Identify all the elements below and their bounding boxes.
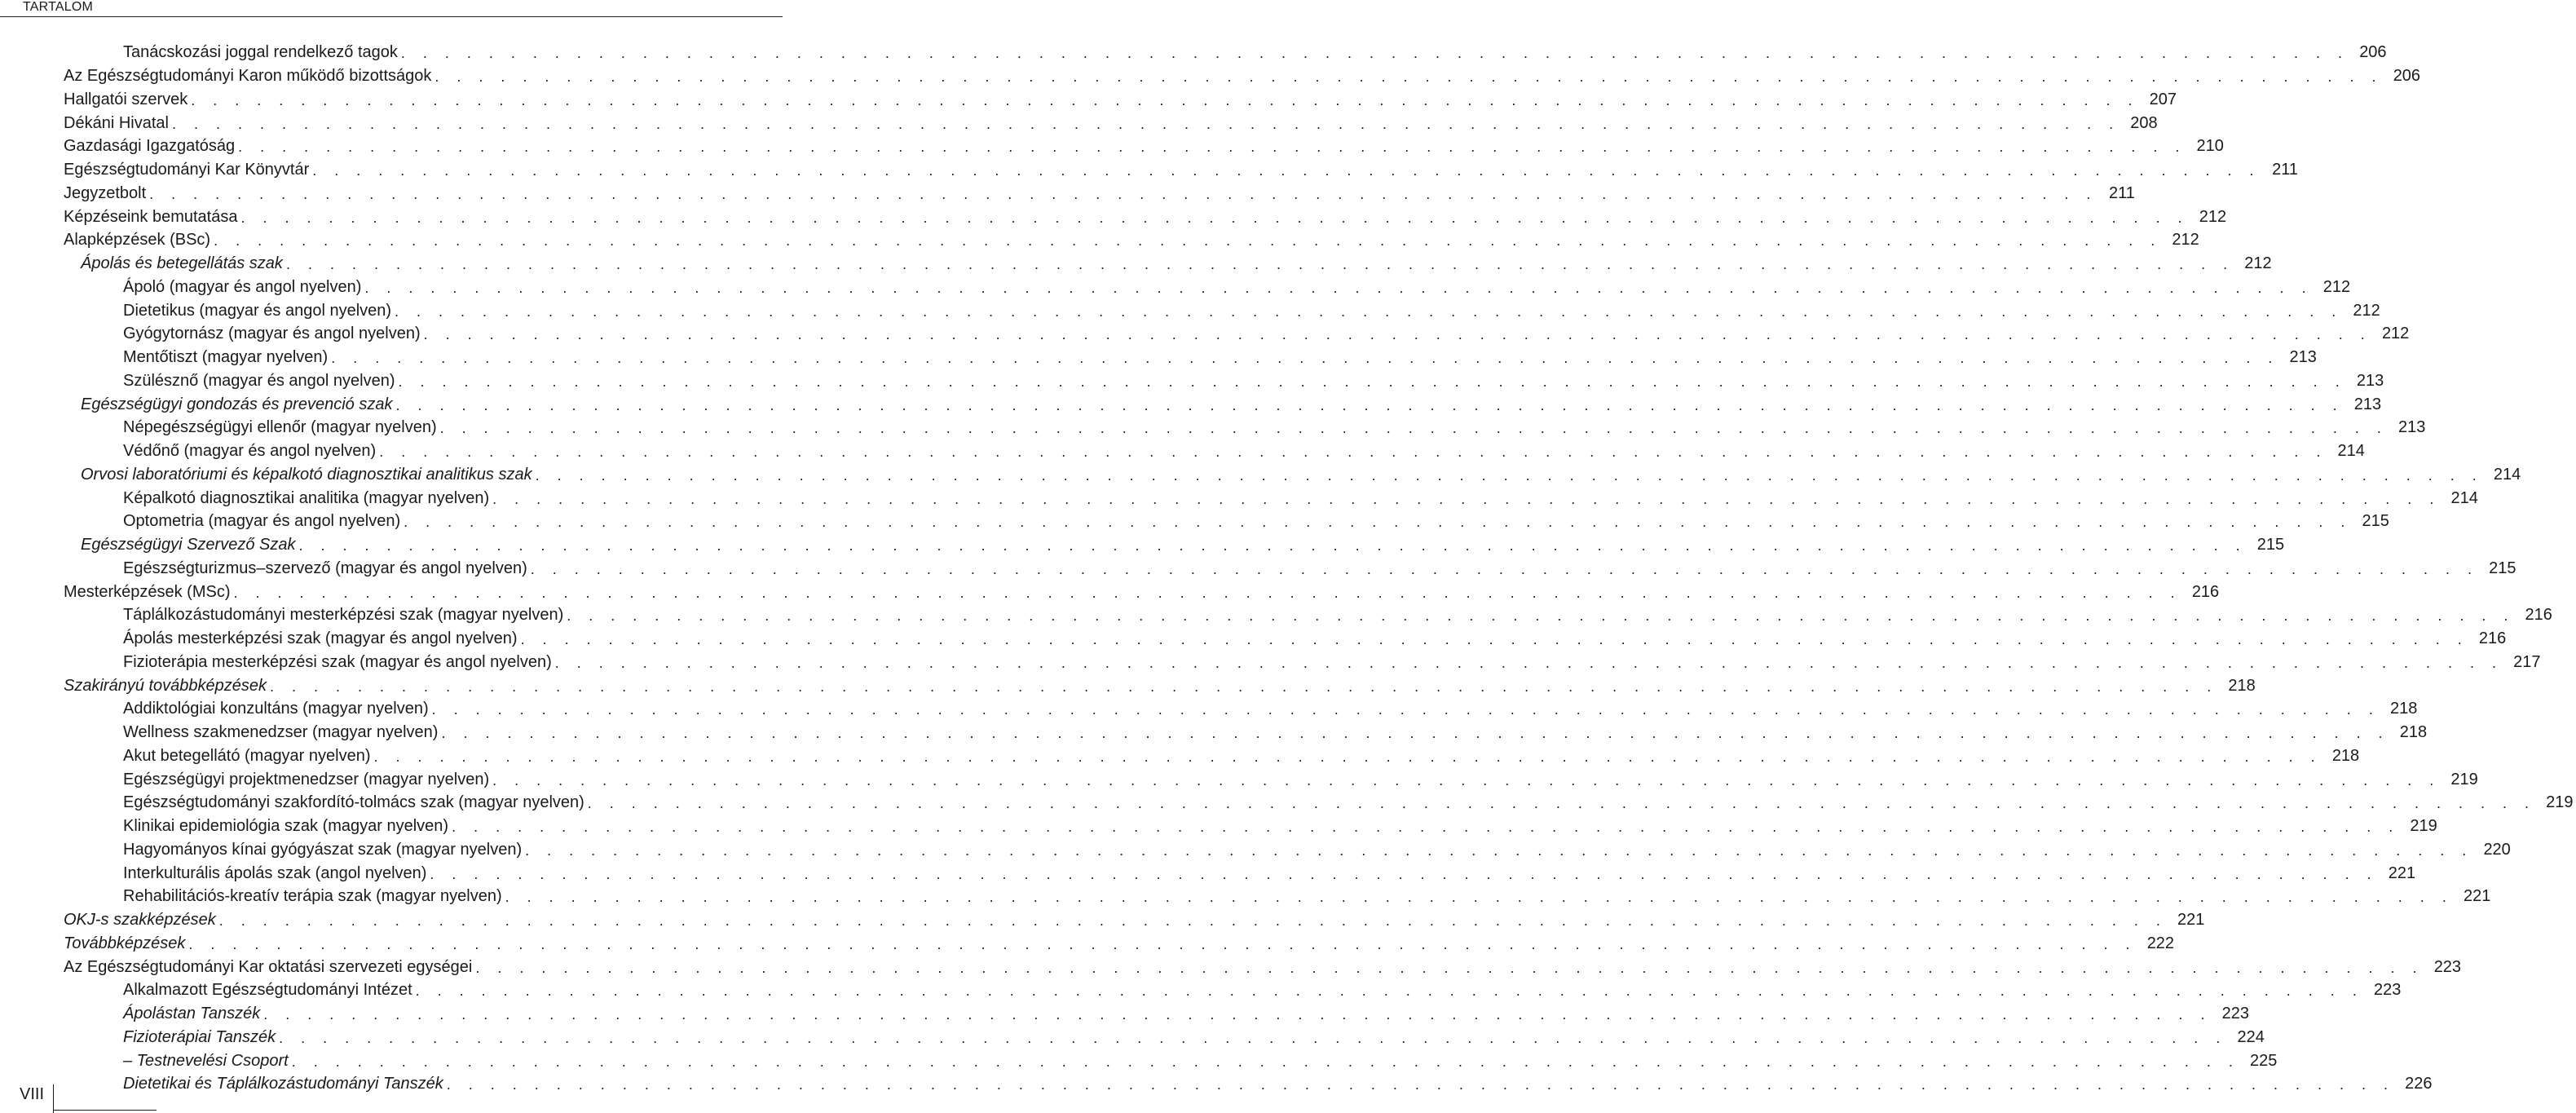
toc-entry	[0, 64, 2421, 88]
toc-entry-title: Továbbképzések	[64, 934, 186, 952]
toc-entry-page: 212	[2244, 254, 2272, 273]
toc-entry	[0, 955, 2462, 978]
toc-entry-title: Orvosi laboratóriumi és képalkotó diagnosztikai analitikus szak	[81, 465, 532, 484]
toc-entry-page: 218	[2228, 676, 2256, 695]
dot-leader: . . . . . . . . . . . . . . . . . . . . . . . . . . . . . . . . . . . . . . . . . . . . . . . . . . . . . . . . . . . . . . . . . . . . . . . . . . . . . . . . . . . . . . . . .	[400, 45, 2349, 62]
dot-leader: . . . . . . . . . . . . . . . . . . . . . . . . . . . . . . . . . . . . . . . . . . . . . . . . . . . . . . . . . . . . . . . . . . . . . . . . . . . . . . . . . . . . . . . . .	[587, 795, 2536, 812]
toc-entry	[0, 88, 2177, 112]
dot-leader: . . . . . . . . . . . . . . . . . . . . . . . . . . . . . . . . . . . . . . . . . . . . . . . . . . . . . . . . . . . . . . . . . . . . . . . . . . . . . . . . . . . . . . . . .	[233, 584, 2182, 601]
dot-leader: . . . . . . . . . . . . . . . . . . . . . . . . . . . . . . . . . . . . . . . . . . . . . . . . . . . . . . . . . . . . . . . . . . . . . . . . . . . . . . . . . . . . . . . . .	[149, 185, 2097, 202]
toc-entry-title: Hallgatói szervek	[64, 90, 188, 108]
toc-entry-page: 215	[2256, 536, 2285, 554]
toc-entry-title: Az Egészségtudományi Kar oktatási szervezeti egységei	[64, 957, 473, 976]
toc-entry-title: Ápolás mesterképzési szak (magyar és angol nyelven)	[123, 629, 518, 648]
toc-entry	[0, 908, 2205, 932]
toc-entry	[0, 322, 2410, 346]
toc-entry-page: 219	[2546, 793, 2574, 812]
toc-entry	[0, 252, 2272, 276]
toc-entry	[0, 651, 2541, 674]
toc-entry-title: OKJ-s szakképzések	[64, 911, 216, 930]
toc-entry-title: Táplálkozástudományi mesterképzési szak (magyar nyelven)	[123, 606, 564, 625]
dot-leader: . . . . . . . . . . . . . . . . . . . . . . . . . . . . . . . . . . . . . . . . . . . . . . . . . . . . . . . . . . . . . . . . . . . . . . . . . . . . . . . . . . . . . . . . .	[373, 748, 2322, 765]
toc-entry-page: 212	[2322, 277, 2351, 296]
toc-entry	[0, 276, 2351, 299]
toc-entry-title: Egészségtudományi szakfordító-tolmács szak (magyar nyelven)	[123, 793, 584, 812]
toc-entry	[0, 627, 2507, 651]
toc-entry-title: Tanácskozási joggal rendelkező tagok	[123, 43, 398, 62]
page-number: VIII	[20, 1085, 45, 1103]
dot-leader: . . . . . . . . . . . . . . . . . . . . . . . . . . . . . . . . . . . . . . . . . . . . . . . . . . . . . . . . . . . . . . . . . . . . . . . . . . . . . . . . . . . . . . . . .	[395, 303, 2343, 320]
toc-entry	[0, 932, 2175, 956]
toc-entry	[0, 815, 2437, 838]
toc-entry	[0, 486, 2478, 510]
toc-entry-title: Egészségtudományi Kar Könyvtár	[64, 161, 310, 179]
dot-leader: . . . . . . . . . . . . . . . . . . . . . . . . . . . . . . . . . . . . . . . . . . . . . . . . . . . . . . . . . . . . . . . . . . . . . . . . . . . . . . . . . . . . . . . . .	[398, 373, 2347, 390]
dot-leader: . . . . . . . . . . . . . . . . . . . . . . . . . . . . . . . . . . . . . . . . . . . . . . . . . . . . . . . . . . . . . . . . . . . . . . . . . . . . . . . . . . . . . . . . .	[188, 935, 2137, 952]
toc-entry-title: Optometria (magyar és angol nyelven)	[123, 512, 401, 531]
toc-entry-page: 211	[2108, 183, 2135, 202]
dot-leader: . . . . . . . . . . . . . . . . . . . . . . . . . . . . . . . . . . . . . . . . . . . . . . . . . . . . . . . . . . . . . . . . . . . . . . . . . . . . . . . . . . . . . . . . .	[430, 865, 2379, 882]
toc-entry-page: 212	[2172, 231, 2199, 250]
toc-entry-title: Alkalmazott Egészségtudományi Intézet	[123, 981, 412, 1000]
toc-entry	[0, 1026, 2265, 1049]
toc-entry	[0, 533, 2285, 557]
toc-entry-title: Interkulturális ápolás szak (angol nyelven)	[123, 863, 427, 882]
footer-divider	[53, 1084, 54, 1113]
dot-leader: . . . . . . . . . . . . . . . . . . . . . . . . . . . . . . . . . . . . . . . . . . . . . . . . . . . . . . . . . . . . . . . . . . . . . . . . . . . . . . . . . . . . . . . . .	[452, 819, 2400, 836]
toc-entry-title: Wellness szakmenedzser (magyar nyelven)	[123, 723, 439, 742]
toc-entry-page: 211	[2272, 161, 2298, 179]
toc-entry-title: Fizioterápia mesterképzési szak (magyar és angol nyelven)	[123, 652, 552, 671]
toc-entry-page: 223	[2221, 1005, 2249, 1023]
toc-entry	[0, 697, 2418, 721]
dot-leader: . . . . . . . . . . . . . . . . . . . . . . . . . . . . . . . . . . . . . . . . . . . . . . . . . . . . . . . . . . . . . . . . . . . . . . . . . . . . . . . . . . . . . . . . .	[214, 232, 2162, 250]
dot-leader: . . . . . . . . . . . . . . . . . . . . . . . . . . . . . . . . . . . . . . . . . . . . . . . . . . . . . . . . . . . . . . . . . . . . . . . . . . . . . . . . . . . . . . . . .	[530, 560, 2479, 577]
toc-entry-page: 214	[2337, 442, 2365, 461]
dot-leader: . . . . . . . . . . . . . . . . . . . . . . . . . . . . . . . . . . . . . . . . . . . . . . . . . . . . . . . . . . . . . . . . . . . . . . . . . . . . . . . . . . . . . . . . .	[431, 701, 2380, 718]
dot-leader: . . . . . . . . . . . . . . . . . . . . . . . . . . . . . . . . . . . . . . . . . . . . . . . . . . . . . . . . . . . . . . . . . . . . . . . . . . . . . . . . . . . . . . . . .	[439, 420, 2389, 437]
footer-rule	[54, 1110, 157, 1111]
dot-leader: . . . . . . . . . . . . . . . . . . . . . . . . . . . . . . . . . . . . . . . . . . . . . . . . . . . . . . . . . . . . . . . . . . . . . . . . . . . . . . . . . . . . . . . . .	[423, 326, 2372, 343]
toc-entry-page: 215	[2362, 512, 2389, 531]
toc-entry-title: Gyógytornász (magyar és angol nyelven)	[123, 325, 421, 343]
dot-leader: . . . . . . . . . . . . . . . . . . . . . . . . . . . . . . . . . . . . . . . . . . . . . . . . . . . . . . . . . . . . . . . . . . . . . . . . . . . . . . . . . . . . . . . . .	[364, 279, 2314, 296]
toc-entry	[0, 744, 2360, 768]
dot-leader: . . . . . . . . . . . . . . . . . . . . . . . . . . . . . . . . . . . . . . . . . . . . . . . . . . . . . . . . . . . . . . . . . . . . . . . . . . . . . . . . . . . . . . . . .	[535, 466, 2484, 484]
toc-entry-page: 216	[2478, 629, 2507, 648]
toc-entry-page: 221	[2388, 863, 2416, 882]
toc-entry	[0, 158, 2298, 182]
toc-entry-page: 206	[2359, 43, 2387, 62]
toc-entry-title: Fizioterápiai Tanszék	[123, 1027, 276, 1046]
toc-entry-title: Az Egészségtudományi Karon működő bizottságok	[64, 67, 432, 86]
toc-entry-page: 225	[2250, 1051, 2278, 1070]
dot-leader: . . . . . . . . . . . . . . . . . . . . . . . . . . . . . . . . . . . . . . . . . . . . . . . . . . . . . . . . . . . . . . . . . . . . . . . . . . . . . . . . . . . . . . . . .	[285, 256, 2234, 273]
toc-entry	[0, 182, 2135, 205]
running-header: TARTALOM	[23, 0, 94, 14]
table-of-contents	[0, 41, 2574, 1096]
toc-entry-title: Mentőtiszt (magyar nyelven)	[123, 348, 329, 367]
toc-entry	[0, 885, 2491, 908]
toc-entry-page: 213	[2353, 395, 2382, 413]
toc-entry	[0, 346, 2317, 369]
toc-entry-page: 213	[2356, 371, 2384, 390]
toc-entry-title: Mesterképzések (MSc)	[64, 582, 231, 601]
toc-entry	[0, 1002, 2249, 1026]
toc-entry-title: Népegészségügyi ellenőr (magyar nyelven)	[123, 418, 437, 437]
dot-leader: . . . . . . . . . . . . . . . . . . . . . . . . . . . . . . . . . . . . . . . . . . . . . . . . . . . . . . . . . . . . . . . . . . . . . . . . . . . . . . . . . . . . . . . . .	[238, 139, 2186, 156]
toc-entry-title: Jegyzetbolt	[64, 183, 147, 202]
dot-leader: . . . . . . . . . . . . . . . . . . . . . . . . . . . . . . . . . . . . . . . . . . . . . . . . . . . . . . . . . . . . . . . . . . . . . . . . . . . . . . . . . . . . . . . . .	[446, 1076, 2395, 1093]
toc-entry-title: Alapképzések (BSc)	[64, 231, 211, 250]
toc-entry-title: Akut betegellátó (magyar nyelven)	[123, 746, 371, 765]
toc-entry	[0, 861, 2416, 885]
dot-leader: . . . . . . . . . . . . . . . . . . . . . . . . . . . . . . . . . . . . . . . . . . . . . . . . . . . . . . . . . . . . . . . . . . . . . . . . . . . . . . . . . . . . . . . . .	[298, 537, 2247, 554]
toc-entry	[0, 228, 2199, 252]
toc-entry-page: 206	[2393, 67, 2421, 86]
toc-entry-title: Dietetikus (magyar és angol nyelven)	[123, 301, 392, 320]
dot-leader: . . . . . . . . . . . . . . . . . . . . . . . . . . . . . . . . . . . . . . . . . . . . . . . . . . . . . . . . . . . . . . . . . . . . . . . . . . . . . . . . . . . . . . . . .	[218, 912, 2168, 930]
toc-entry-page: 222	[2146, 934, 2175, 952]
toc-entry	[0, 603, 2552, 627]
toc-entry-title: Ápoló (magyar és angol nyelven)	[123, 277, 362, 296]
toc-entry	[0, 41, 2387, 64]
toc-entry-title: Klinikai epidemiológia szak (magyar nyelven)	[123, 817, 449, 836]
toc-entry	[0, 580, 2220, 603]
dot-leader: . . . . . . . . . . . . . . . . . . . . . . . . . . . . . . . . . . . . . . . . . . . . . . . . . . . . . . . . . . . . . . . . . . . . . . . . . . . . . . . . . . . . . . . . .	[312, 162, 2261, 179]
dot-leader: . . . . . . . . . . . . . . . . . . . . . . . . . . . . . . . . . . . . . . . . . . . . . . . . . . . . . . . . . . . . . . . . . . . . . . . . . . . . . . . . . . . . . . . . .	[434, 68, 2384, 86]
toc-entry-title: Ápolástan Tanszék	[123, 1005, 261, 1023]
toc-entry-page: 208	[2130, 113, 2158, 132]
toc-entry-page: 214	[2450, 488, 2478, 507]
toc-entry	[0, 439, 2365, 463]
toc-entry-page: 219	[2410, 817, 2437, 836]
dot-leader: . . . . . . . . . . . . . . . . . . . . . . . . . . . . . . . . . . . . . . . . . . . . . . . . . . . . . . . . . . . . . . . . . . . . . . . . . . . . . . . . . . . . . . . . .	[520, 631, 2469, 648]
header-rule	[0, 16, 783, 17]
toc-entry-page: 218	[2331, 746, 2360, 765]
toc-entry-page: 212	[2199, 207, 2227, 226]
toc-entry-title: Képalkotó diagnosztikai analitika (magyar nyelven)	[123, 488, 490, 507]
toc-entry	[0, 463, 2521, 487]
toc-entry-page: 217	[2513, 652, 2541, 671]
toc-entry-page: 224	[2237, 1027, 2265, 1046]
toc-entry-page: 207	[2149, 90, 2177, 108]
toc-entry-page: 216	[2525, 606, 2552, 625]
toc-entry-page: 223	[2373, 981, 2402, 1000]
dot-leader: . . . . . . . . . . . . . . . . . . . . . . . . . . . . . . . . . . . . . . . . . . . . . . . . . . . . . . . . . . . . . . . . . . . . . . . . . . . . . . . . . . . . . . . . .	[567, 607, 2515, 625]
dot-leader: . . . . . . . . . . . . . . . . . . . . . . . . . . . . . . . . . . . . . . . . . . . . . . . . . . . . . . . . . . . . . . . . . . . . . . . . . . . . . . . . . . . . . . . . .	[525, 841, 2473, 859]
toc-entry-page: 215	[2489, 559, 2516, 577]
dot-leader: . . . . . . . . . . . . . . . . . . . . . . . . . . . . . . . . . . . . . . . . . . . . . . . . . . . . . . . . . . . . . . . . . . . . . . . . . . . . . . . . . . . . . . . . .	[554, 654, 2503, 671]
toc-entry-title: Képzéseink bemutatása	[64, 207, 238, 226]
toc-entry	[0, 978, 2402, 1002]
toc-entry-page: 210	[2196, 137, 2224, 156]
toc-entry-title: Egészségturizmus–szervező (magyar és angol nyelven)	[123, 559, 527, 577]
dot-leader: . . . . . . . . . . . . . . . . . . . . . . . . . . . . . . . . . . . . . . . . . . . . . . . . . . . . . . . . . . . . . . . . . . . . . . . . . . . . . . . . . . . . . . . . .	[171, 115, 2120, 132]
toc-entry	[0, 135, 2224, 158]
dot-leader: . . . . . . . . . . . . . . . . . . . . . . . . . . . . . . . . . . . . . . . . . . . . . . . . . . . . . . . . . . . . . . . . . . . . . . . . . . . . . . . . . . . . . . . . .	[191, 91, 2139, 108]
toc-entry-title: Ápolás és betegellátás szak	[81, 254, 283, 273]
toc-entry	[0, 791, 2574, 815]
toc-entry-page: 212	[2353, 301, 2380, 320]
dot-leader: . . . . . . . . . . . . . . . . . . . . . . . . . . . . . . . . . . . . . . . . . . . . . . . . . . . . . . . . . . . . . . . . . . . . . . . . . . . . . . . . . . . . . . . . .	[263, 1006, 2212, 1023]
toc-entry-title: Szakirányú továbbképzések	[64, 676, 267, 695]
toc-entry-title: Védőnő (magyar és angol nyelven)	[123, 442, 377, 461]
dot-leader: . . . . . . . . . . . . . . . . . . . . . . . . . . . . . . . . . . . . . . . . . . . . . . . . . . . . . . . . . . . . . . . . . . . . . . . . . . . . . . . . . . . . . . . . .	[395, 396, 2344, 413]
toc-entry-page: 218	[2389, 700, 2418, 718]
toc-entry-title: Dékáni Hivatal	[64, 113, 169, 132]
toc-entry	[0, 298, 2380, 322]
toc-entry-title: – Testnevelési Csoport	[123, 1051, 289, 1070]
toc-entry	[0, 392, 2382, 416]
toc-entry-title: Dietetikai és Táplálkozástudományi Tanszék	[123, 1075, 443, 1093]
dot-leader: . . . . . . . . . . . . . . . . . . . . . . . . . . . . . . . . . . . . . . . . . . . . . . . . . . . . . . . . . . . . . . . . . . . . . . . . . . . . . . . . . . . . . . . . .	[291, 1053, 2240, 1070]
dot-leader: . . . . . . . . . . . . . . . . . . . . . . . . . . . . . . . . . . . . . . . . . . . . . . . . . . . . . . . . . . . . . . . . . . . . . . . . . . . . . . . . . . . . . . . . .	[475, 959, 2424, 976]
toc-entry-page: 216	[2191, 582, 2220, 601]
toc-entry-title: Gazdasági Igazgatóság	[64, 137, 236, 156]
toc-entry-title: Rehabilitációs-kreatív terápia szak (magyar nyelven)	[123, 887, 502, 906]
toc-entry	[0, 416, 2426, 439]
toc-entry-page: 223	[2433, 957, 2462, 976]
toc-entry	[0, 1072, 2433, 1096]
toc-entry	[0, 111, 2158, 135]
toc-entry-title: Egészségügyi projektmenedzser (magyar nyelven)	[123, 770, 490, 788]
toc-entry-page: 213	[2397, 418, 2426, 437]
dot-leader: . . . . . . . . . . . . . . . . . . . . . . . . . . . . . . . . . . . . . . . . . . . . . . . . . . . . . . . . . . . . . . . . . . . . . . . . . . . . . . . . . . . . . . . . .	[404, 514, 2352, 531]
toc-entry-page: 218	[2399, 723, 2428, 742]
dot-leader: . . . . . . . . . . . . . . . . . . . . . . . . . . . . . . . . . . . . . . . . . . . . . . . . . . . . . . . . . . . . . . . . . . . . . . . . . . . . . . . . . . . . . . . . .	[331, 350, 2279, 367]
toc-entry-page: 213	[2289, 348, 2317, 367]
dot-leader: . . . . . . . . . . . . . . . . . . . . . . . . . . . . . . . . . . . . . . . . . . . . . . . . . . . . . . . . . . . . . . . . . . . . . . . . . . . . . . . . . . . . . . . . .	[279, 1029, 2227, 1046]
dot-leader: . . . . . . . . . . . . . . . . . . . . . . . . . . . . . . . . . . . . . . . . . . . . . . . . . . . . . . . . . . . . . . . . . . . . . . . . . . . . . . . . . . . . . . . . .	[492, 771, 2441, 788]
dot-leader: . . . . . . . . . . . . . . . . . . . . . . . . . . . . . . . . . . . . . . . . . . . . . . . . . . . . . . . . . . . . . . . . . . . . . . . . . . . . . . . . . . . . . . . . .	[492, 490, 2441, 507]
toc-entry-page: 214	[2493, 465, 2521, 484]
toc-entry-page: 221	[2177, 911, 2205, 930]
toc-entry-page: 220	[2483, 840, 2511, 859]
dot-leader: . . . . . . . . . . . . . . . . . . . . . . . . . . . . . . . . . . . . . . . . . . . . . . . . . . . . . . . . . . . . . . . . . . . . . . . . . . . . . . . . . . . . . . . . .	[240, 209, 2190, 226]
dot-leader: . . . . . . . . . . . . . . . . . . . . . . . . . . . . . . . . . . . . . . . . . . . . . . . . . . . . . . . . . . . . . . . . . . . . . . . . . . . . . . . . . . . . . . . . .	[441, 725, 2390, 742]
toc-entry	[0, 767, 2478, 791]
toc-entry	[0, 205, 2227, 228]
dot-leader: . . . . . . . . . . . . . . . . . . . . . . . . . . . . . . . . . . . . . . . . . . . . . . . . . . . . . . . . . . . . . . . . . . . . . . . . . . . . . . . . . . . . . . . . .	[505, 889, 2454, 906]
toc-entry	[0, 510, 2389, 533]
toc-entry-title: Egészségügyi Szervező Szak	[81, 536, 296, 554]
toc-entry-title: Hagyományos kínai gyógyászat szak (magyar nyelven)	[123, 840, 523, 859]
toc-entry	[0, 557, 2516, 581]
toc-entry-title: Egészségügyi gondozás és prevenció szak	[81, 395, 393, 413]
toc-entry-title: Szülésznő (magyar és angol nyelven)	[123, 371, 395, 390]
toc-entry-title: Addiktológiai konzultáns (magyar nyelven)	[123, 700, 429, 718]
toc-entry-page: 226	[2405, 1075, 2433, 1093]
toc-entry	[0, 838, 2511, 862]
toc-entry	[0, 369, 2384, 393]
toc-entry	[0, 1049, 2278, 1072]
dot-leader: . . . . . . . . . . . . . . . . . . . . . . . . . . . . . . . . . . . . . . . . . . . . . . . . . . . . . . . . . . . . . . . . . . . . . . . . . . . . . . . . . . . . . . . . .	[379, 444, 2327, 461]
toc-entry	[0, 674, 2256, 697]
toc-entry-page: 212	[2381, 325, 2410, 343]
toc-entry	[0, 721, 2428, 744]
toc-entry-page: 221	[2463, 887, 2491, 906]
dot-leader: . . . . . . . . . . . . . . . . . . . . . . . . . . . . . . . . . . . . . . . . . . . . . . . . . . . . . . . . . . . . . . . . . . . . . . . . . . . . . . . . . . . . . . . . .	[415, 983, 2364, 1000]
toc-entry-page: 219	[2450, 770, 2478, 788]
dot-leader: . . . . . . . . . . . . . . . . . . . . . . . . . . . . . . . . . . . . . . . . . . . . . . . . . . . . . . . . . . . . . . . . . . . . . . . . . . . . . . . . . . . . . . . . .	[270, 678, 2218, 695]
